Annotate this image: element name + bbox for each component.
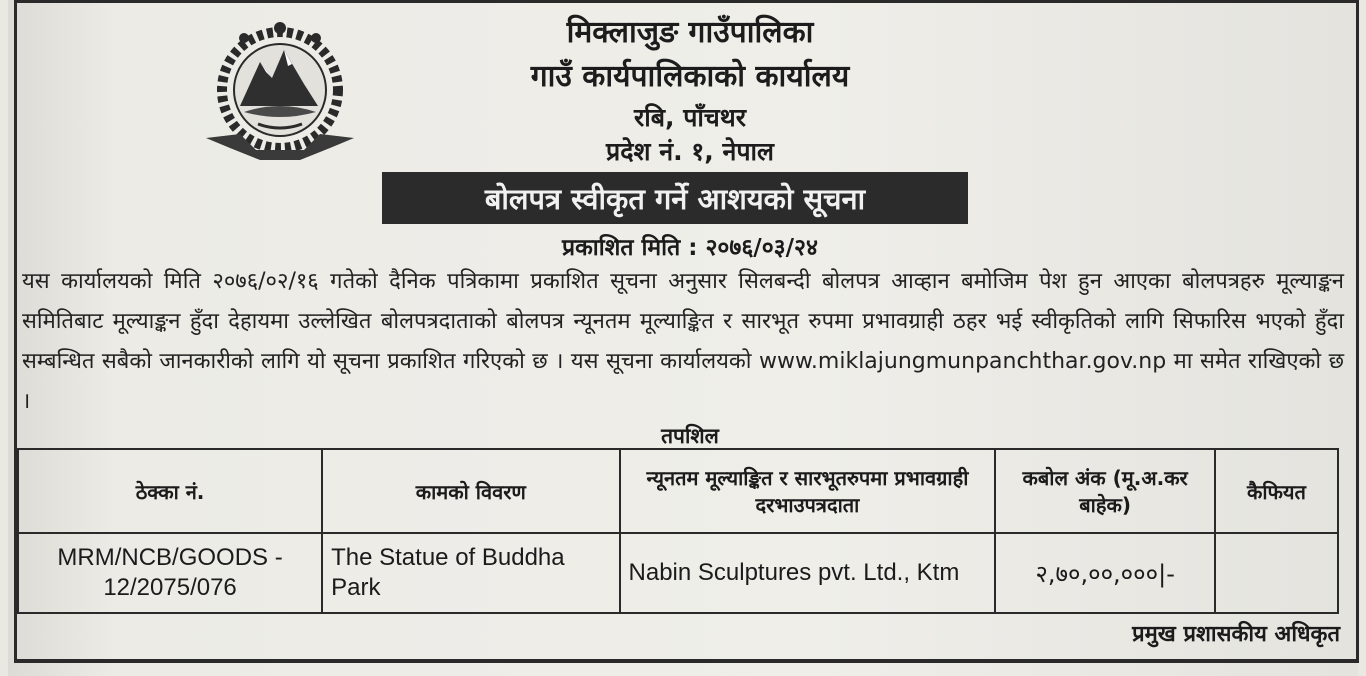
header-remarks: कैफियत <box>1215 449 1338 533</box>
published-date: प्रकाशित मिति : २०७६/०३/२४ <box>562 235 818 261</box>
schedule-table <box>17 448 1339 614</box>
office-location: रबि, पाँचथर <box>634 103 746 132</box>
signatory-title: प्रमुख प्रशासकीय अधिकृत <box>1132 622 1340 647</box>
cell-contract-no: MRM/NCB/GOODS - 12/2075/076 <box>18 533 322 613</box>
office-name: गाउँ कार्यपालिकाको कार्यालय <box>530 59 850 94</box>
cell-bid-amount: २,७०,००,०००|- <box>995 533 1215 613</box>
header-bidder: न्यूनतम मूल्याङ्कित र सारभूतरुपमा प्रभावग्राही दरभाउपत्रदाता <box>620 449 996 533</box>
table-header-row <box>18 449 1338 533</box>
notice-border-right <box>1356 0 1359 662</box>
municipality-name: मिक्लाजुङ गाउँपालिका <box>566 15 814 50</box>
header-contract-no: ठेक्का नं. <box>18 449 322 533</box>
table-row <box>18 533 1338 613</box>
cell-remarks <box>1215 533 1338 613</box>
notice-body-text: यस कार्यालयको मिति २०७६/०२/१६ गतेको दैनिक पत्रिकामा प्रकाशित सूचना अनुसार सिलबन्दी बोलपत्र आव्हान बमोजिम पेश हुन आएका बोलपत्रहरु मूल्याङ्कन समितिबाट मूल्याङ्कन हुँदा देहायमा उल्लेखित बोलपत्रदाताको बोलपत्र न्यूनतम मूल्याङ्कित र सारभूत रुपमा प्रभावग्राही ठहर भई स्वीकृतिको लागि सिफारिस भएको हुँदा सम्बन्धित सबैको जानकारीको लागि यो सूचना प्रकाशित गरिएको छ । यस सूचना कार्यालयको www.miklajungmunpanchthar.gov.np मा समेत राखिएको छ । <box>22 269 1344 414</box>
notice-border-bottom <box>14 659 1359 663</box>
cell-bidder: Nabin Sculptures pvt. Ltd., Ktm <box>620 533 996 613</box>
nepal-government-emblem <box>200 14 360 166</box>
cell-work-description: The Statue of Buddha Park <box>322 533 619 613</box>
notice-border-top <box>14 0 1358 3</box>
header-work-description: कामको विवरण <box>322 449 619 533</box>
notice-title-banner: बोलपत्र स्वीकृत गर्ने आशयको सूचना <box>382 172 968 224</box>
header-bid-amount: कबोल अंक (मू.अ.कर बाहेक) <box>995 449 1215 533</box>
province-country: प्रदेश नं. १, नेपाल <box>606 137 774 166</box>
schedule-title: तपशिल <box>661 424 719 448</box>
